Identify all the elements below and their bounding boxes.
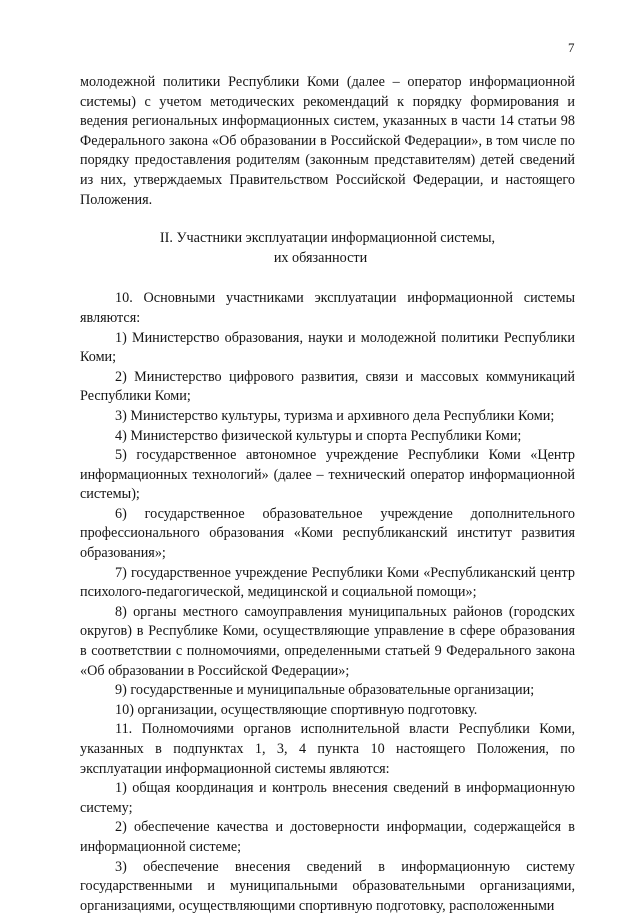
paragraph-item-10: 10. Основными участниками эксплуатации информационной системы являются: xyxy=(80,290,575,326)
list-item: 9) государственные и муниципальные образовательные организации; xyxy=(115,682,535,699)
list-item: 3) Министерство культуры, туризма и архивного дела Республики Коми; xyxy=(115,407,555,424)
list-item: 8) органы местного самоуправления муниципальных районов (городских округов) в Республике Коми, осуществляющие управление в сфере образования в соответствии с полномочиями, определенными статьей 9 Федерального закона «Об образовании в Российской Федерации»; xyxy=(80,603,575,679)
list-item: 6) государственное образовательное учреждение дополнительного профессионального образования «Коми республиканский институт развития образования»; xyxy=(80,505,575,562)
list-item: 1) Министерство образования, науки и молодежной политики Республики Коми; xyxy=(80,329,575,366)
list-item: 10) организации, осуществляющие спортивную подготовку. xyxy=(115,701,478,718)
list-item: 3) обеспечение внесения сведений в информационную систему государственными и муниципальными образовательными организациями, организациями, осуществляющими спортивную подготовку, расположенными xyxy=(80,858,575,914)
list-item: 1) общая координация и контроль внесения сведений в информационную систему; xyxy=(80,780,575,816)
document-body xyxy=(80,73,575,916)
section-heading-line1: II. Участники эксплуатации информационной системы, xyxy=(159,230,496,247)
list-item: 5) государственное автономное учреждение Республики Коми «Центр информационных технологий» (далее – технический оператор информационной системы); xyxy=(80,447,575,503)
list-item: 7) государственное учреждение Республики Коми «Республиканский центр психолого-педагогической, медицинской и социальной помощи»; xyxy=(80,564,575,601)
list-item: 2) Министерство цифрового развития, связи и массовых коммуникаций Республики Коми; xyxy=(80,368,575,405)
section-heading xyxy=(80,229,575,268)
page-number: 7 xyxy=(568,40,575,55)
list-item: 4) Министерство физической культуры и спорта Республики Коми; xyxy=(115,427,522,444)
list-item: 2) обеспечение качества и достоверности информации, содержащейся в информационной системе; xyxy=(80,819,575,855)
section-heading-line2: их обязанности xyxy=(273,249,368,266)
intro-paragraph: молодежной политики Республики Коми (далее – оператор информационной системы) с учетом методических рекомендаций к порядку формирования и ведения региональных информационных систем, указанных в части 14 статьи 98 Федерального закона «Об образовании в Российской Федерации», в том числе по порядку предоставления родителям (законным представителям) детей сведений из них, утверждаемых Правительством Российской Федерации, и настоящего Положения. xyxy=(80,74,575,208)
paragraph-item-11: 11. Полномочиями органов исполнительной власти Республики Коми, указанных в подпунктах 1, 3, 4 пункта 10 настоящего Положения, по эксплуатации информационной системы являются: xyxy=(80,721,575,777)
